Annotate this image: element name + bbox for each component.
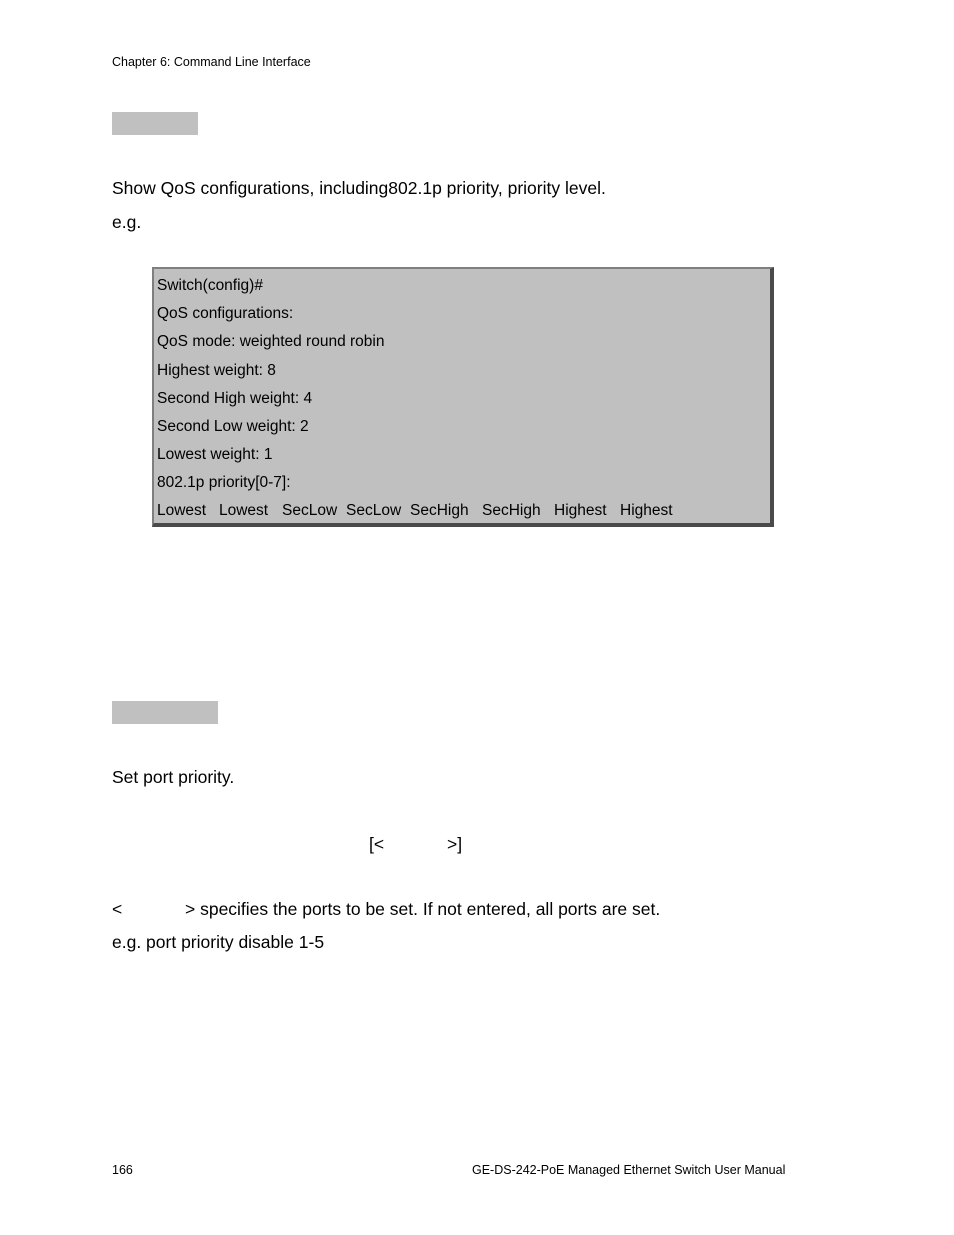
console-line: Second High weight: 4 [157, 390, 313, 407]
syntax-bracket-close: >] [447, 834, 463, 854]
command-description: Set port priority. [112, 767, 235, 787]
manual-title: GE-DS-242-PoE Managed Ethernet Switch User Manual [472, 1163, 786, 1177]
priority-row [154, 502, 770, 524]
priority-value: SecLow [282, 502, 338, 519]
console-line: Switch(config)# [157, 277, 263, 294]
console-output-box [152, 267, 774, 527]
command-label-redacted [112, 112, 198, 135]
console-line: Second Low weight: 2 [157, 418, 309, 435]
priority-value: SecHigh [482, 502, 541, 519]
command-description: Show QoS configurations, including802.1p priority, priority level. [112, 178, 606, 198]
example-label: e.g. [112, 212, 142, 232]
priority-value: Highest [554, 502, 607, 519]
console-line: Highest weight: 8 [157, 362, 276, 379]
console-line: QoS configurations: [157, 305, 294, 322]
console-line: QoS mode: weighted round robin [157, 333, 385, 350]
priority-value: Highest [620, 502, 673, 519]
page-number: 166 [112, 1163, 133, 1177]
syntax-bracket-open: [< [369, 834, 385, 854]
parameter-description: > specifies the ports to be set. If not entered, all ports are set. [185, 899, 661, 919]
console-line: Lowest weight: 1 [157, 446, 273, 463]
command-example: e.g. port priority disable 1-5 [112, 932, 325, 952]
chapter-header: Chapter 6: Command Line Interface [112, 55, 311, 69]
priority-value: Lowest [157, 502, 207, 519]
parameter-bracket-open: < [112, 899, 123, 919]
priority-value: SecLow [346, 502, 402, 519]
console-line: 802.1p priority[0-7]: [157, 474, 291, 491]
command-label-redacted [112, 701, 218, 724]
priority-value: SecHigh [410, 502, 469, 519]
priority-value: Lowest [219, 502, 269, 519]
